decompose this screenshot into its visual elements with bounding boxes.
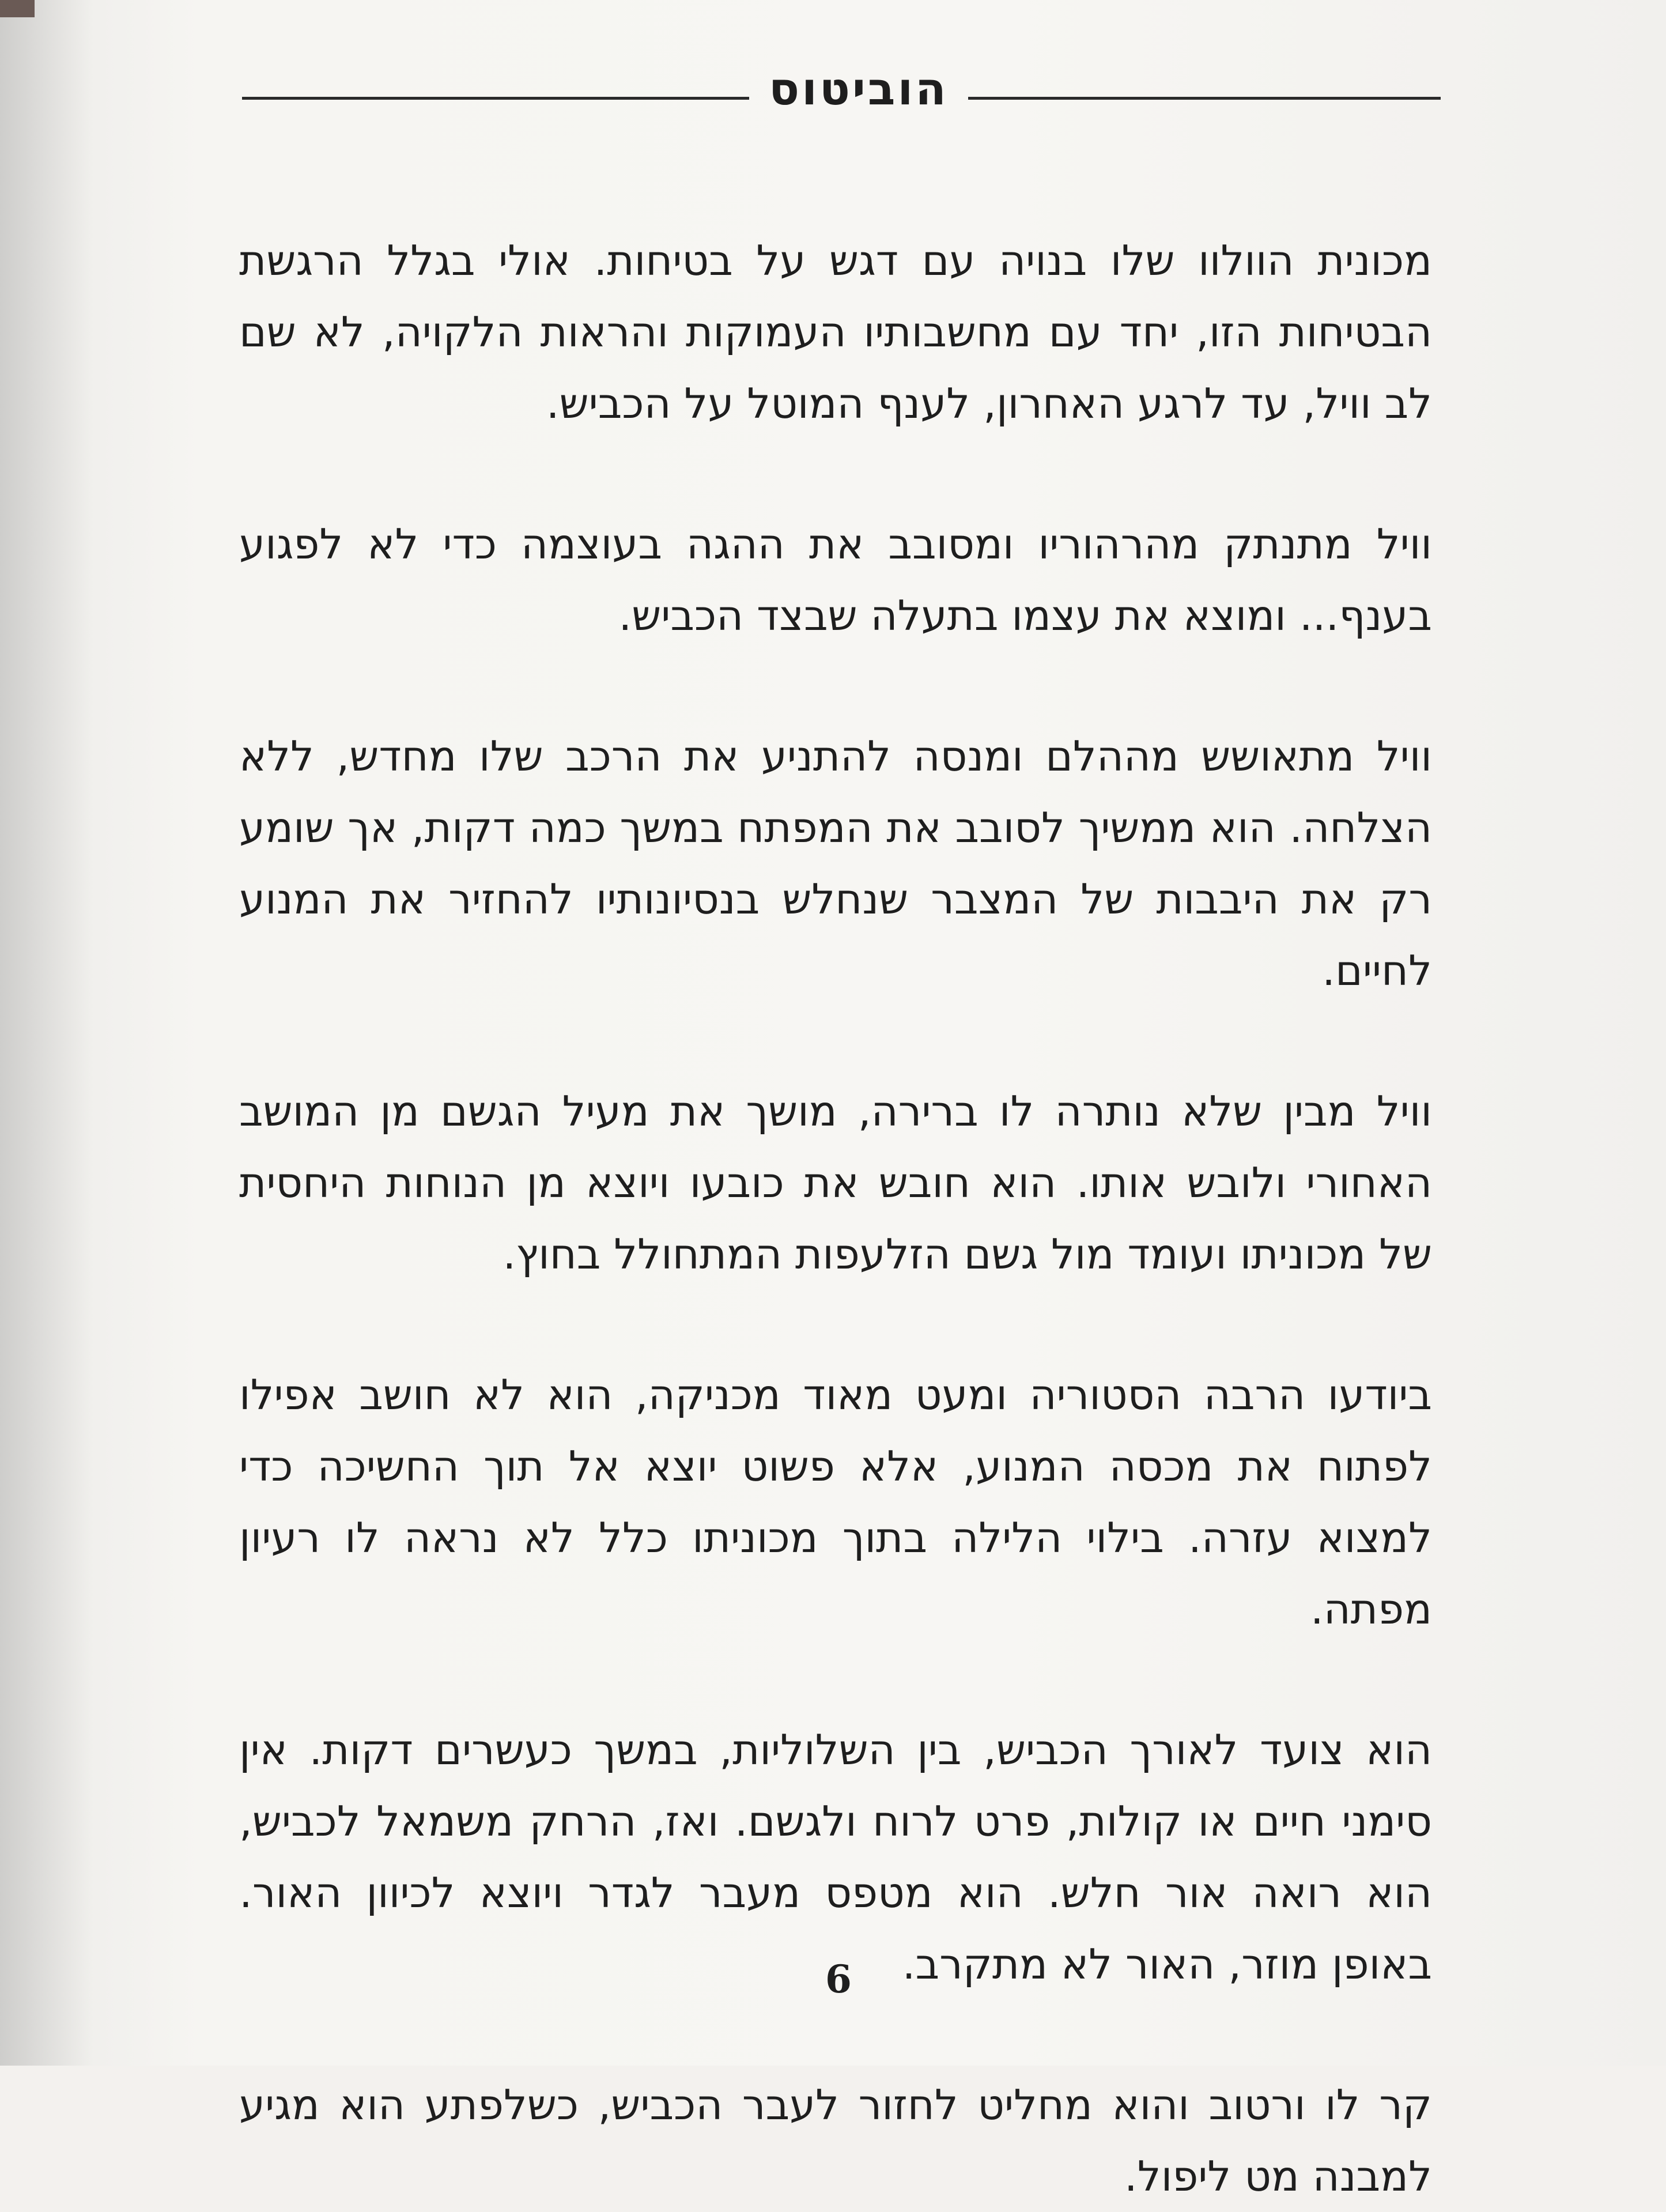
paragraph-6: הוא צועד לאורך הכביש, בין השלוליות, במשך כעשרים דקות. אין סימני חיים או קולות, פרט לרוח ולגשם. ואז, הרחק משמאל לכביש, הוא רואה אור חלש. הוא מטפס מעבר לגדר ויוצא לכיוון האור. באופן מוזר, האור לא מתקרב. xyxy=(239,1726,1432,1988)
paragraph-7: קר לו ורטוב והוא מחליט לחזור לעבר הכביש, כשלפתע הוא מגיע למבנה מט ליפול. xyxy=(239,2081,1432,2200)
running-title: הוביטוס xyxy=(769,63,949,115)
running-header xyxy=(242,63,1441,133)
binding-shadow xyxy=(0,0,92,2066)
paragraph-5: ביודעו הרבה הסטוריה ומעט מאוד מכניקה, הוא לא חושב אפילו לפתוח את מכסה המנוע, אלא פשוט יוצא אל תוך החשיכה כדי למצוא עזרה. בילוי הלילה בתוך מכוניתו כלל לא נראה לו רעיון מפתה. xyxy=(239,1371,1432,1633)
header-rule-right xyxy=(968,97,1441,100)
paragraph-2: וויל מתנתק מהרהוריו ומסובב את ההגה בעוצמה כדי לא לפגוע בענף... ומוצא את עצמו בתעלה שבצד הכביש. xyxy=(239,520,1432,640)
page-corner-edge xyxy=(0,0,35,17)
paragraph-1: מכונית הוולוו שלו בנויה עם דגש על בטיחות. אולי בגלל הרגשת הבטיחות הזו, יחד עם מחשבותיו העמוקות והראות הלקויה, לא שם לב וויל, עד לרגע האחרון, לענף המוטל על הכביש. xyxy=(239,236,1432,428)
header-rule-left xyxy=(242,97,749,100)
paragraph-4: וויל מבין שלא נותרה לו ברירה, מושך את מעיל הגשם מן המושב האחורי ולובש אותו. הוא חובש את כובעו ויוצא מן הנוחות היחסית של מכוניתו ועומד מול גשם הזלעפות המתחולל בחוץ. xyxy=(239,1087,1432,1278)
page-number: 6 xyxy=(825,1957,852,2002)
body-text xyxy=(239,225,1432,2212)
paragraph-3: וויל מתאושש מההלם ומנסה להתניע את הרכב שלו מחדש, ללא הצלחה. הוא ממשיך לסובב את המפתח במשך כמה דקות, אך שומע רק את היבבות של המצבר שנחלש בנסיונותיו להחזיר את המנוע לחיים. xyxy=(239,732,1432,995)
